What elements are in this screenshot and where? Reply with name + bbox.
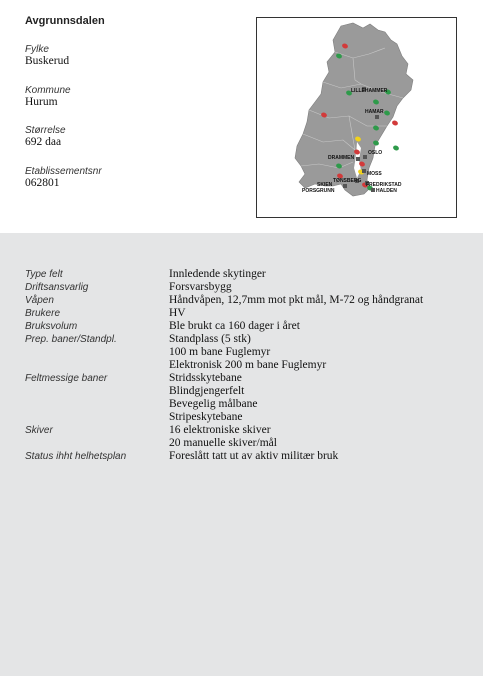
region-shape [295,23,413,196]
kommune-value: Hurum [25,96,58,108]
detail-row [25,360,465,373]
detail-value: Stridsskytebane [169,372,242,384]
detail-value: Foreslått tatt ut av aktiv militær bruk [169,450,339,462]
city-label: FREDRIKSTAD [366,182,402,188]
city-marker [375,115,379,119]
etablissementsnr-label: Etablissementsnr [25,166,102,177]
detail-value: HV [169,307,186,319]
detail-value: Stripeskytebane [169,411,243,423]
storrelse-label: Størrelse [25,125,66,136]
city-marker [343,184,347,188]
detail-value: 16 elektroniske skiver [169,424,271,436]
detail-value: Blindgjengerfelt [169,385,245,397]
city-label: DRAMMEN [328,155,355,161]
fylke-value: Buskerud [25,55,70,67]
city-label: OSLO [368,150,383,156]
detail-label: Driftsansvarlig [25,282,89,293]
detail-value: Standplass (5 stk) [169,333,251,345]
detail-label: Våpen [25,295,54,306]
detail-row [25,373,465,386]
city-label: MOSS [367,171,382,177]
city-marker [363,155,367,159]
city-marker [371,188,375,192]
fylke-label: Fylke [25,44,49,55]
detail-label: Bruksvolum [25,321,78,332]
page-title: Avgrunnsdalen [25,15,105,27]
detail-row [25,399,465,412]
city-label: SKIEN [317,182,333,188]
detail-value: 20 manuelle skiver/mål [169,437,277,449]
city-label: HALDEN [376,188,397,194]
detail-label: Skiver [25,425,53,436]
detail-label: Prep. baner/Standpl. [25,334,117,345]
city-label: LILLEHAMMER [351,88,388,94]
green-marker [392,145,399,152]
kommune-label: Kommune [25,85,71,96]
region-map-svg [257,18,456,217]
detail-label: Feltmessige baner [25,373,108,384]
city-label: HAMAR [365,109,384,115]
detail-value: Forsvarsbygg [169,281,232,293]
detail-value: 100 m bane Fuglemyr [169,346,271,358]
city-label: TØNSBERG [333,178,362,184]
city-marker [356,157,360,161]
detail-value: Håndvåpen, 12,7mm mot pkt mål, M-72 og håndgranat [169,294,424,306]
storrelse-value: 692 daa [25,136,62,148]
city-marker [362,169,366,173]
detail-row [25,269,465,282]
detail-value: Ble brukt ca 160 dager i året [169,320,300,332]
detail-label: Status ihht helhetsplan [25,451,127,462]
detail-label: Brukere [25,308,61,319]
detail-value: Elektronisk 200 m bane Fuglemyr [169,359,327,371]
details-section [0,233,483,676]
etablissementsnr-value: 062801 [25,177,60,189]
red-marker [391,120,398,127]
detail-row [25,451,465,464]
detail-label: Type felt [25,269,63,280]
detail-row [25,295,465,308]
city-label: PORSGRUNN [302,188,335,194]
header-section [0,0,483,233]
location-map [256,17,457,218]
detail-value: Bevegelig målbane [169,398,258,410]
detail-value: Innledende skytinger [169,268,266,280]
